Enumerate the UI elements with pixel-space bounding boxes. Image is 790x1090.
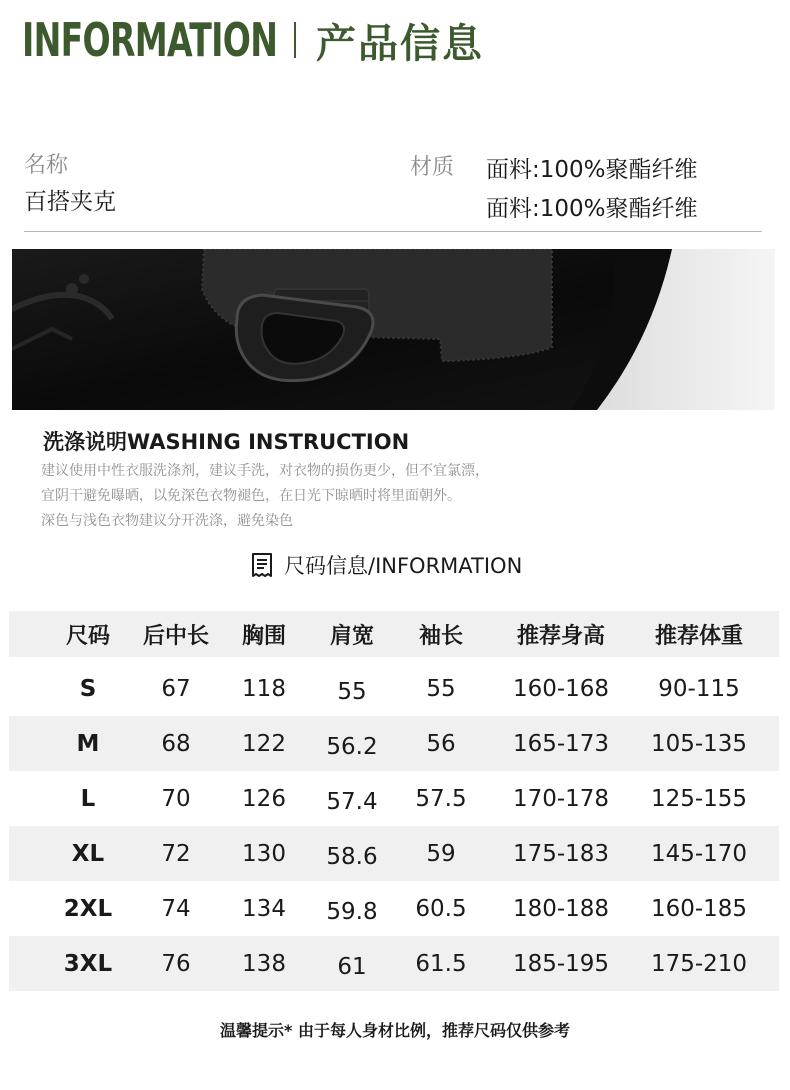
washing-line-2: 宜阴干避免曝晒，以免深色衣物褪色，在日光下晾晒时将里面朝外。 — [41, 488, 461, 504]
table-cell: 3XL — [63, 950, 113, 977]
table-cell: 57.4 — [326, 788, 378, 815]
table-cell: 160-185 — [650, 895, 748, 922]
table-cell: 56.2 — [326, 733, 378, 760]
table-cell: 145-170 — [650, 840, 748, 867]
table-row — [9, 716, 779, 771]
header-title-cn: 产品信息 — [316, 20, 484, 67]
table-row — [9, 881, 779, 936]
table-row — [9, 661, 779, 716]
column-header-height: 推荐身高 — [516, 623, 605, 649]
table-cell: 76 — [161, 950, 191, 977]
table-cell: S — [79, 675, 97, 702]
table-cell: 134 — [242, 895, 286, 922]
table-cell: 72 — [161, 840, 191, 867]
size-info-heading — [250, 550, 522, 580]
column-header-chest: 胸围 — [241, 623, 286, 649]
table-cell: 58.6 — [326, 843, 378, 870]
table-row — [9, 771, 779, 826]
table-cell: 59 — [426, 840, 456, 867]
table-cell: 59.8 — [326, 898, 378, 925]
table-cell: 170-178 — [512, 785, 610, 812]
header-divider — [294, 22, 296, 58]
size-info-heading-text: 尺码信息/INFORMATION — [284, 554, 523, 578]
column-header-weight: 推荐体重 — [654, 623, 743, 649]
column-header-size: 尺码 — [65, 623, 110, 649]
table-cell: 70 — [161, 785, 191, 812]
table-cell: 55 — [337, 678, 367, 705]
jacket-buckle-illustration — [12, 249, 775, 410]
table-row — [9, 936, 779, 991]
info-divider — [24, 231, 762, 232]
table-cell: XL — [71, 840, 105, 867]
table-cell: 125-155 — [650, 785, 748, 812]
table-cell: 67 — [161, 675, 191, 702]
receipt-icon — [250, 552, 274, 578]
table-header-row — [9, 611, 779, 657]
table-cell: 175-183 — [512, 840, 610, 867]
table-cell: 175-210 — [650, 950, 748, 977]
table-cell: 56 — [426, 730, 456, 757]
name-label: 名称 — [24, 153, 69, 178]
table-cell: 180-188 — [512, 895, 610, 922]
product-detail-photo — [12, 249, 775, 410]
name-value: 百搭夹克 — [24, 189, 116, 215]
column-header-shoulder: 肩宽 — [329, 623, 374, 649]
washing-title: 洗涤说明WASHING INSTRUCTION — [43, 430, 410, 454]
table-cell: M — [76, 730, 100, 757]
table-cell: 126 — [242, 785, 286, 812]
table-cell: 61 — [337, 953, 367, 980]
table-cell: 105-135 — [650, 730, 748, 757]
table-cell: 90-115 — [658, 675, 740, 702]
material-value-2: 面料:100%聚酯纤维 — [486, 196, 698, 222]
table-row — [9, 826, 779, 881]
column-header-back-length: 后中长 — [142, 623, 209, 649]
table-cell: 185-195 — [512, 950, 610, 977]
table-cell: 118 — [242, 675, 286, 702]
washing-line-3: 深色与浅色衣物建议分开洗涤，避免染色 — [41, 513, 293, 529]
material-label: 材质 — [410, 155, 455, 180]
washing-line-1: 建议使用中性衣服洗涤剂，建议手洗，对衣物的损伤更少，但不宜氯漂， — [41, 463, 489, 479]
table-cell: 55 — [426, 675, 456, 702]
table-cell: 60.5 — [415, 895, 467, 922]
size-table — [9, 611, 779, 991]
table-cell: 138 — [242, 950, 286, 977]
column-header-sleeve: 袖长 — [418, 623, 463, 649]
table-cell: 68 — [161, 730, 191, 757]
header — [22, 12, 484, 68]
table-cell: 122 — [242, 730, 286, 757]
table-cell: 160-168 — [512, 675, 610, 702]
size-disclaimer: 温馨提示* 由于每人身材比例，推荐尺码仅供参考 — [220, 1021, 570, 1040]
table-cell: 57.5 — [415, 785, 467, 812]
table-cell: 130 — [242, 840, 286, 867]
table-cell: 61.5 — [415, 950, 467, 977]
table-cell: 165-173 — [512, 730, 610, 757]
header-title-en: INFORMATION — [22, 13, 278, 67]
material-value-1: 面料:100%聚酯纤维 — [486, 157, 698, 183]
table-cell: 2XL — [63, 895, 113, 922]
table-cell: 74 — [161, 895, 191, 922]
table-cell: L — [80, 785, 96, 812]
